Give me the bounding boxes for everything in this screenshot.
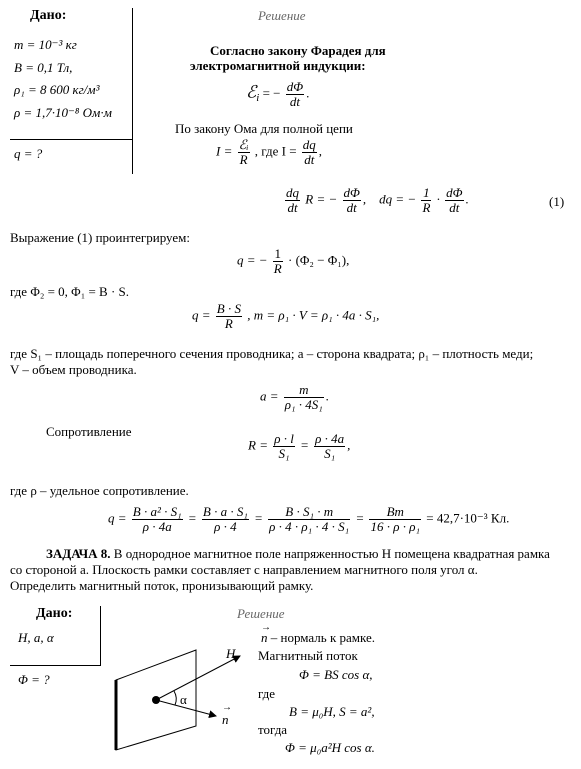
where-label: где [258, 686, 276, 701]
task8-given-underline [10, 665, 100, 666]
angle-arc [174, 691, 176, 705]
diagram-label-alpha: α [180, 692, 187, 707]
where-rho: где ρ – удельное сопротивление. [10, 483, 189, 498]
given-bottom-line [132, 173, 133, 174]
task8-given-vertical-line [100, 606, 101, 666]
equation-flux: Φ = BS cos α, [299, 667, 373, 682]
equation-faraday: ℰ$_i$ = − $\frac{d\Phi}{dt}$ . [246, 79, 310, 109]
task8-solution-header: Решение [237, 606, 285, 621]
equation-1: $\frac{dq}{dt}$ R = − $\frac{d\Phi}{dt}$ , dq = − $\frac{1}{R}$ · $\frac{d\Phi}{dt}$ . [286, 185, 469, 215]
task8-statement: ЗАДАЧА 8. В однородное магнитное поле напряженностью H помещена квадратная рамка со стороной a. Плоскость рамки составляет с направлением магнитного поля угол α. Определить магнитный поток, пронизывающий рамку. [10, 546, 550, 593]
faraday-title-1: Согласно закону Фарадея для [210, 43, 386, 58]
where-phi: где Φ₂ = 0, Φ₁ = B · S. [10, 284, 130, 299]
task8-given-header: Дано: [36, 606, 73, 621]
given-header: Дано: [30, 8, 67, 23]
task8-find-item: Φ = ? [18, 672, 50, 687]
faraday-title-2: электромагнитной индукции: [190, 58, 366, 73]
equation-r: R = $\frac{\rho \cdot l}{\text{S₁}}$ = $\frac{\rho \cdot 4a}{\text{S₁}}$ , [248, 431, 351, 461]
ohm-title: По закону Ома для полной цепи [175, 121, 353, 136]
flux-label: Магнитный поток [258, 648, 358, 663]
equation-final: q = $\frac{\text{B · a² · S₁}}{\rho \cdot 4a}$ = $\frac{\text{B · a · S₁}}{\rho \cdot 4}$ = $\frac{\text{B · S₁ · m}}{\text{ρ · 4 · ρ₁ · 4 · S₁}}$ = $\frac{Bm}{\text{16 · ρ · ρ₁}}$ = 42,7·10⁻³ Кл. [108, 504, 510, 534]
given-underline [10, 139, 132, 140]
where-s1-line2: V – объем проводника. [10, 362, 137, 377]
equation-ohm: I = ℰᵢ R , где I = $\frac{dq}{dt}$ , [216, 137, 323, 167]
find-item: q = ? [14, 146, 43, 161]
equation-q2: q = $\frac{B \cdot S}{R}$ , m = ρ₁ · V = ρ₁ · 4a · S₁, [192, 301, 380, 331]
given-vertical-line [132, 8, 133, 174]
given-item: ρ₁ = 8 600 кг/м³ [14, 82, 100, 97]
given-item: B = 0,1 Тл, [14, 60, 73, 75]
equation-b-s: B = μ₀H, S = a², [289, 704, 375, 719]
diagram-label-h: H [226, 646, 236, 661]
field-h-arrow [156, 656, 240, 700]
equation-q1: q = − $\frac{1}{R}$ · (Φ₂ − Φ₁), [237, 246, 350, 276]
integrate-text: Выражение (1) проинтегрируем: [10, 230, 190, 245]
given-item: m = 10⁻³ кг [14, 37, 77, 52]
where-s1-line1: где S₁ – площадь поперечного сечения проводника; a – сторона квадрата; ρ₁ – плотность меди; [10, 346, 534, 361]
task8-given-item: H, a, α [18, 630, 54, 645]
then-label: тогда [258, 722, 288, 737]
equation-flux-result: Φ = μ₀a²H cos α. [285, 740, 375, 755]
frame-diagram [108, 626, 258, 756]
equation-a: a = $\frac{m}{\text{ρ₁ · 4S₁}}$ . [260, 382, 330, 412]
normal-note-line: n → – нормаль к рамке. [261, 622, 376, 645]
resistance-label: Сопротивление [46, 424, 132, 439]
equation-1-label: (1) [549, 194, 565, 209]
given-item: ρ = 1,7·10⁻⁸ Ом·м [14, 105, 112, 120]
solution-header: Решение [258, 8, 306, 23]
diagram-label-n: n → [222, 702, 232, 727]
